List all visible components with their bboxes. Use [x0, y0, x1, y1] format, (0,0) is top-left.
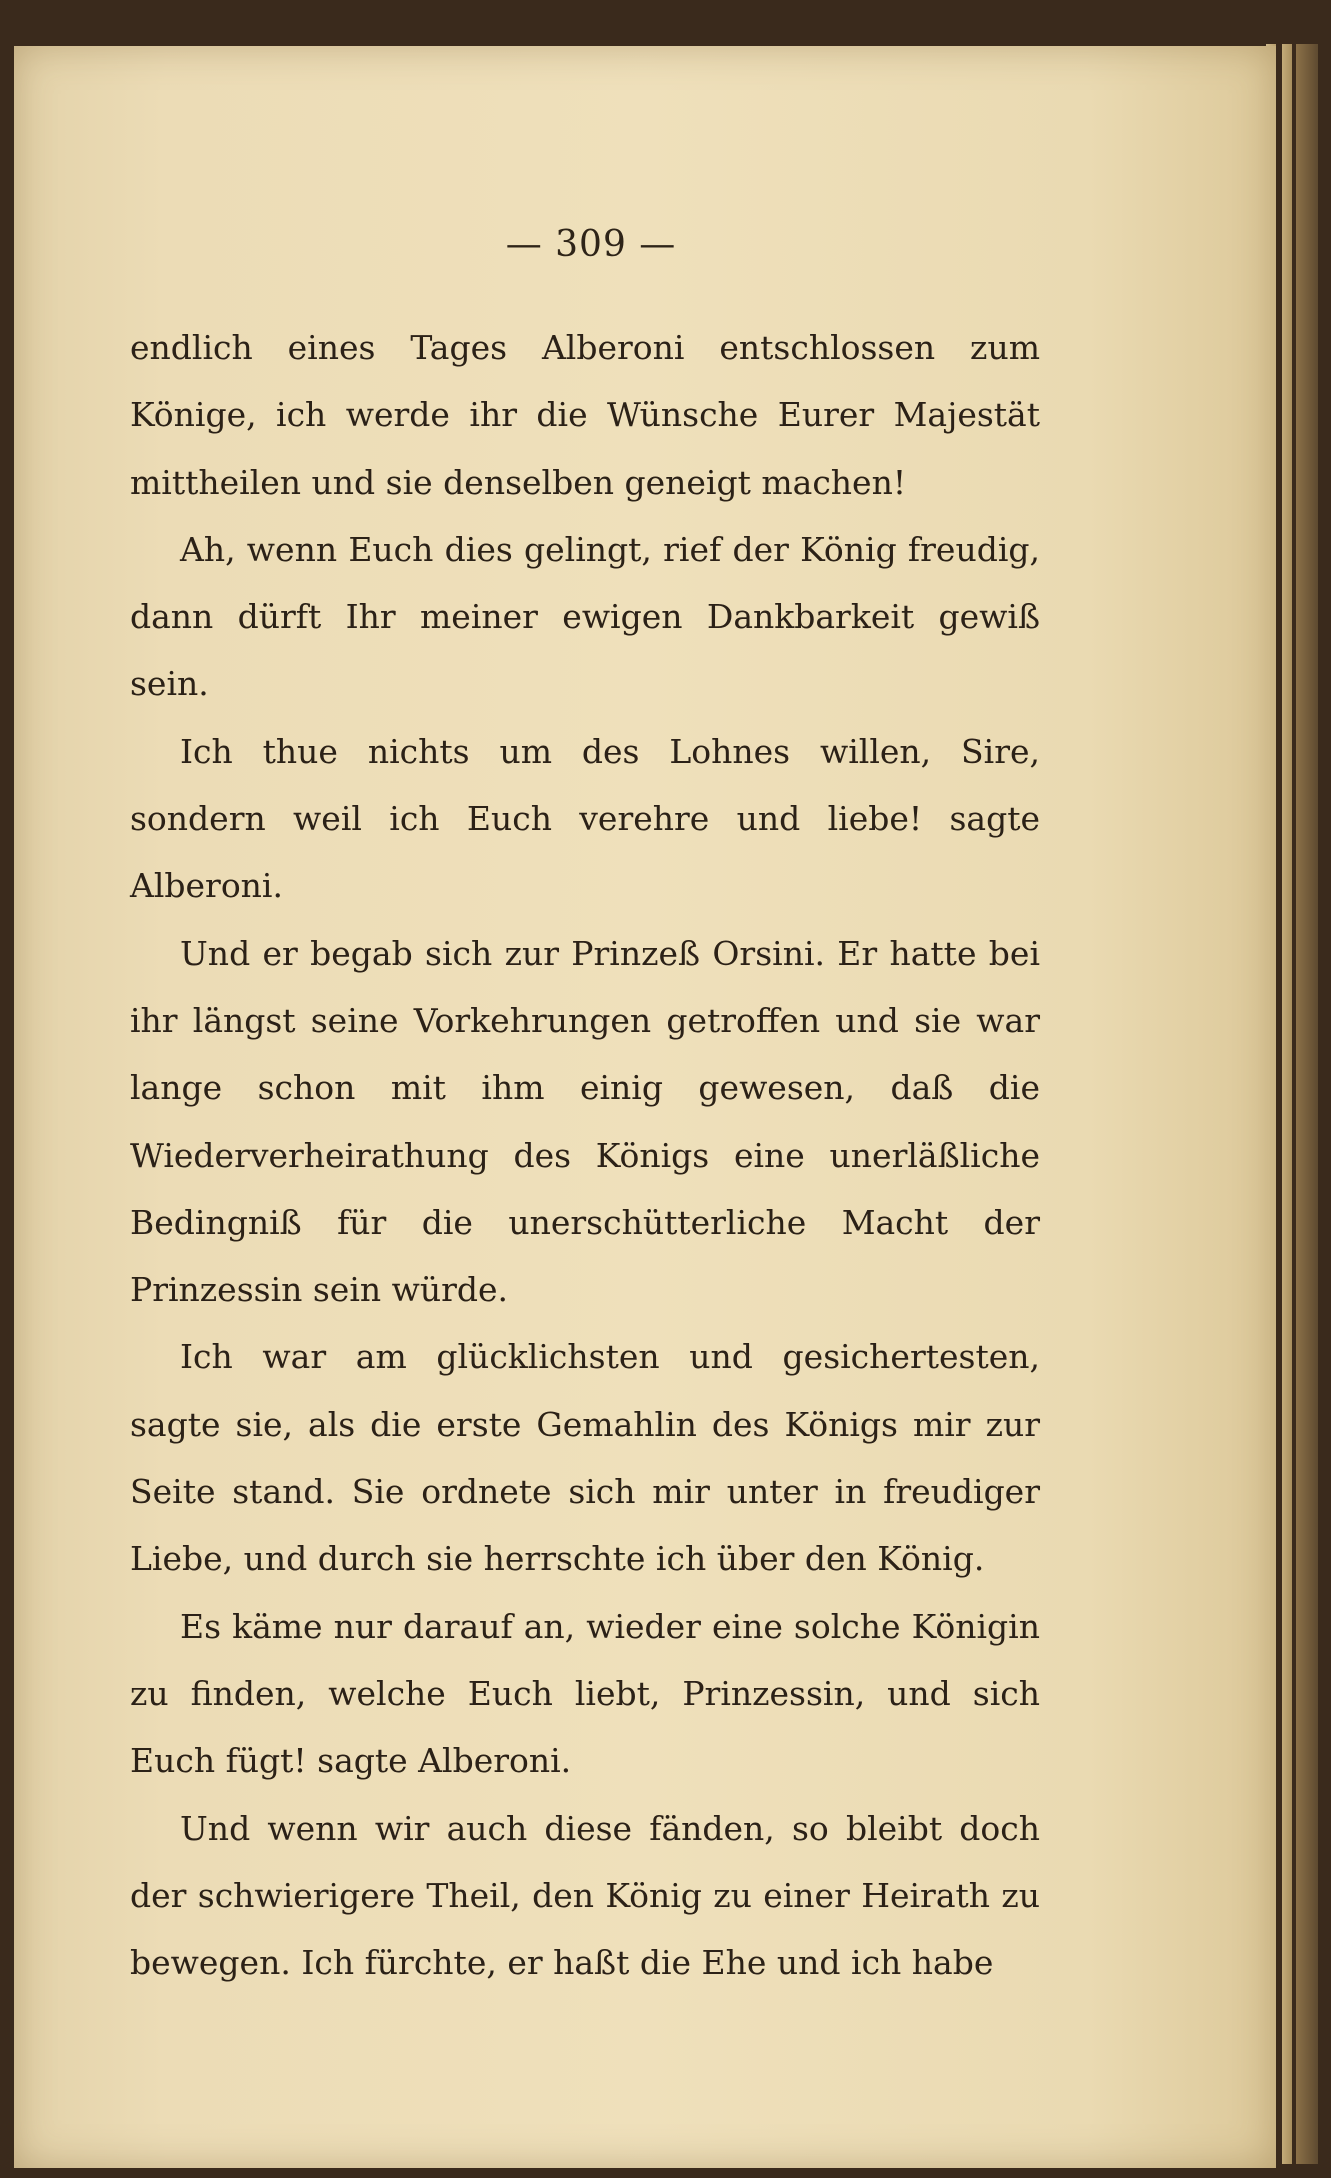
paragraph: Und er begab sich zur Prinzeß Orsini. Er hatte bei ihr längst seine Vorkehrungen getroffen und sie war lange schon mit ihm einig gewesen, daß die Wiederverheirathung des Königs eine unerläßliche Bedingniß für die unerschütterliche Macht der Prinzessin sein würde. — [130, 933, 1040, 1310]
page-edge — [1282, 44, 1292, 2164]
paper-sheet — [14, 46, 1276, 2168]
paragraph: Ich war am glücklichsten und gesichertesten, sagte sie, als die erste Gemahlin des Königs mir zur Seite stand. Sie ordnete sich mir unter in freudiger Liebe, und durch sie herrschte ich über den König. — [130, 1337, 1040, 1579]
paragraph: Und wenn wir auch diese fänden, so bleibt doch der schwierigere Theil, den König zu einer Heirath zu bewegen. Ich fürchte, er haßt die Ehe und ich habe — [130, 1808, 1040, 1983]
paragraph: endlich eines Tages Alberoni entschlossen zum Könige, ich werde ihr die Wünsche Eurer Majestät mittheilen und sie denselben geneigt machen! — [130, 328, 1040, 502]
paragraph: Es käme nur darauf an, wieder eine solche Königin zu finden, welche Euch liebt, Prinzessin, und sich Euch fügt! sagte Alberoni. — [130, 1606, 1040, 1781]
paragraph: Ich thue nichts um des Lohnes willen, Sire, sondern weil ich Euch verehre und liebe! sagte Alberoni. — [130, 731, 1040, 906]
page-number-header: — 309 — — [505, 224, 677, 265]
book-cover-edge — [1296, 44, 1318, 2164]
paragraph: Ah, wenn Euch dies gelingt, rief der König freudig, dann dürft Ihr meiner ewigen Dankbarkeit gewiß sein. — [130, 529, 1040, 704]
body-text — [130, 314, 1040, 1996]
